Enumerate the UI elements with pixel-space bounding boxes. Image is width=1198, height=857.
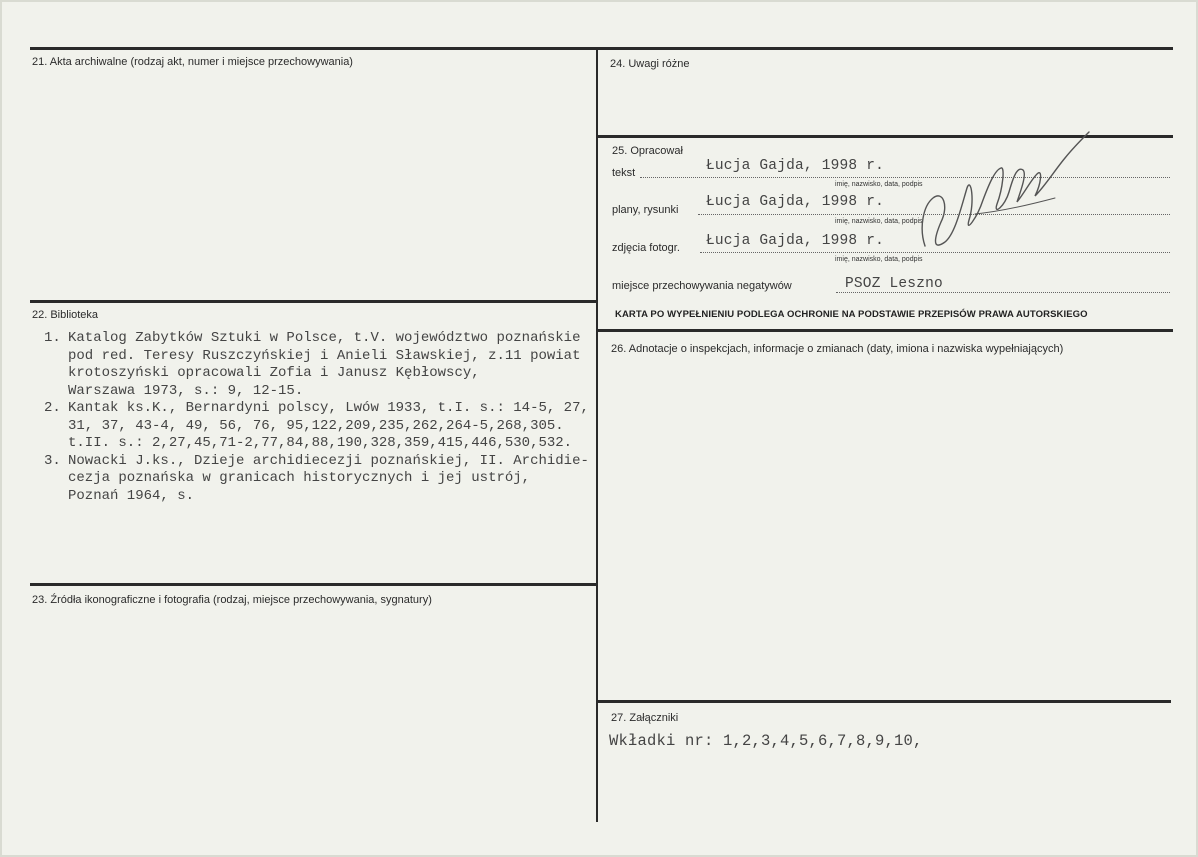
rule-26 bbox=[597, 329, 1173, 332]
rule-23 bbox=[30, 583, 597, 586]
bibliography-item bbox=[40, 400, 600, 453]
photos-row-value: Łucja Gajda, 1998 r. bbox=[706, 233, 885, 249]
plans-row-value: Łucja Gajda, 1998 r. bbox=[706, 194, 885, 210]
section-26-label: 26. Adnotacje o inspekcjach, informacje o zmianach (daty, imiona i nazwiska wypełniających) bbox=[611, 343, 1064, 355]
rule-27 bbox=[597, 700, 1171, 703]
bibliography-line: Katalog Zabytków Sztuki w Polsce, t.V. województwo poznańskie bbox=[68, 330, 581, 346]
bibliography-line: 31, 37, 43-4, 49, 56, 76, 95,122,209,235,262,264-5,268,305. bbox=[68, 417, 564, 434]
item-number: 1. bbox=[44, 330, 61, 346]
negatives-value: PSOZ Leszno bbox=[845, 276, 943, 292]
bibliography-list bbox=[40, 330, 600, 505]
section-22-label: 22. Biblioteka bbox=[32, 309, 99, 321]
plans-row-label: plany, rysunki bbox=[612, 204, 679, 216]
text-row-value: Łucja Gajda, 1998 r. bbox=[706, 158, 885, 174]
handwritten-signature bbox=[905, 118, 1095, 268]
bibliography-line: Nowacki J.ks., Dzieje archidiecezji poznańskiej, II. Archidie- bbox=[68, 452, 589, 469]
bibliography-line: krotoszyński opracowali Zofia i Janusz Kębłowscy, bbox=[68, 365, 480, 381]
bibliography-item bbox=[40, 453, 600, 506]
section-21-label: 21. Akta archiwalne (rodzaj akt, numer i miejsce przechowywania) bbox=[32, 56, 353, 68]
top-rule bbox=[30, 47, 1173, 50]
rule-22 bbox=[30, 300, 597, 303]
bibliography-line: t.II. s.: 2,27,45,71-2,77,84,88,190,328,359,415,446,530,532. bbox=[68, 435, 573, 451]
negatives-label: miejsce przechowywania negatywów bbox=[612, 280, 792, 292]
negatives-dotline bbox=[836, 292, 1170, 293]
bibliography-line: Warszawa 1973, s.: 9, 12-15. bbox=[68, 382, 304, 399]
item-number: 3. bbox=[44, 452, 61, 469]
section-24-label: 24. Uwagi różne bbox=[610, 58, 690, 70]
bibliography-item bbox=[40, 330, 600, 400]
text-row-hint: imię, nazwisko, data, podpis bbox=[835, 181, 923, 188]
photos-row-label: zdjęcia fotogr. bbox=[612, 242, 680, 254]
attachments-value: Wkładki nr: 1,2,3,4,5,6,7,8,9,10, bbox=[609, 732, 923, 750]
bibliography-line: pod red. Teresy Ruszczyńskiej i Anieli Sławskiej, z.11 powiat bbox=[68, 347, 581, 364]
copyright-note: KARTA PO WYPEŁNIENIU PODLEGA OCHRONIE NA PODSTAWIE PRZEPISÓW PRAWA AUTORSKIEGO bbox=[615, 309, 1088, 320]
section-27-label: 27. Załączniki bbox=[611, 712, 679, 724]
item-number: 2. bbox=[44, 400, 61, 416]
plans-row-hint: imię, nazwisko, data, podpis bbox=[835, 218, 923, 225]
bibliography-line: Kantak ks.K., Bernardyni polscy, Lwów 1933, t.I. s.: 14-5, 27, bbox=[68, 400, 589, 416]
bibliography-line: cezja poznańska w granicach historycznych i jej ustrój, bbox=[68, 470, 531, 486]
bibliography-line: Poznań 1964, s. bbox=[68, 487, 195, 504]
section-23-label: 23. Źródła ikonograficzne i fotografia (rodzaj, miejsce przechowywania, sygnatury) bbox=[32, 594, 432, 606]
section-25-label: 25. Opracował bbox=[612, 145, 683, 157]
text-row-label: tekst bbox=[612, 167, 636, 179]
photos-row-hint: imię, nazwisko, data, podpis bbox=[835, 256, 923, 263]
